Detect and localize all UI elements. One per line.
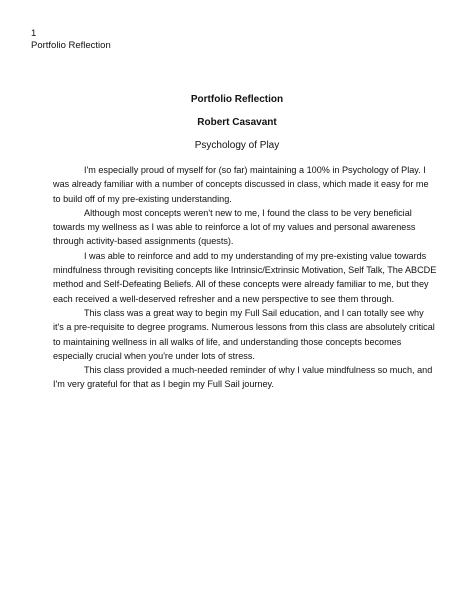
document-title: Portfolio Reflection xyxy=(190,94,284,105)
paragraph: This class was a great way to begin my Full Sail education, and I can totally see why it's a pre-requisite to degree programs. Numerous lessons from this class are absolutely critical to maintaining wellness in all walks of life, and understanding those concepts becomes especially crucial when you're under lots of stress. xyxy=(53,307,435,361)
title-block xyxy=(0,94,474,152)
document-body xyxy=(53,163,437,392)
running-head: Portfolio Reflection xyxy=(31,40,111,51)
page-header xyxy=(31,28,111,52)
paragraph: This class provided a much-needed reminder of why I value mindfulness so much, and I'm very grateful for that as I begin my Full Sail journey. xyxy=(53,365,433,390)
author-name: Robert Casavant xyxy=(197,117,277,128)
paragraph: I was able to reinforce and add to my understanding of my pre-existing value towards mindfulness through revisiting concepts like Intrinsic/Extrinsic Motivation, Self Talk, The ABCDE method and Self-Defeating Beliefs. All of these concepts were already familiar to me, but they each received a well-deserved refresher and a new perspective to see them through. xyxy=(53,250,437,304)
course-name: Psychology of Play xyxy=(194,140,280,151)
paragraph: I'm especially proud of myself for (so far) maintaining a 100% in Psychology of Play. I was already familiar with a number of concepts discussed in class, which made it easy for me to build off of my pre-existing understanding. xyxy=(53,165,429,204)
paragraph: Although most concepts weren't new to me, I found the class to be very beneficial towards my wellness as I was able to reinforce a lot of my values and personal awareness through activity-based assignments (quests). xyxy=(53,207,416,247)
page-number: 1 xyxy=(31,28,37,39)
